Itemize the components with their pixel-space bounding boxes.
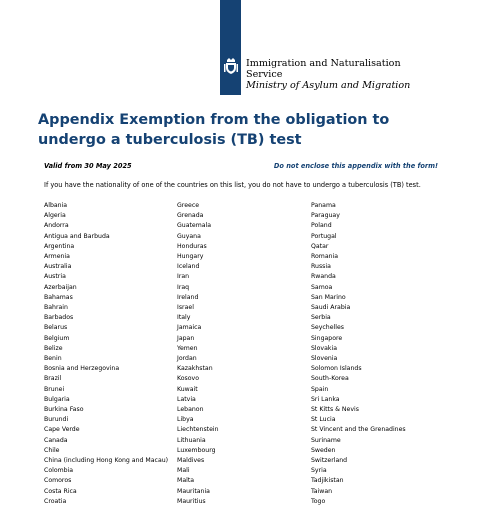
country-item: Jamaica [177, 324, 202, 332]
country-item: Belgium [44, 334, 70, 342]
country-item: Mali [177, 467, 190, 475]
country-item: Syria [311, 467, 327, 475]
country-item: St Lucia [311, 416, 336, 424]
country-item: Bahamas [44, 293, 73, 301]
country-item: Jordan [177, 355, 197, 363]
country-item: Luxembourg [177, 446, 216, 454]
country-item: Comoros [44, 477, 72, 485]
country-item: Maldives [177, 457, 205, 465]
country-item: Lebanon [177, 406, 204, 414]
country-item: Grenada [177, 212, 204, 220]
country-item: Sri Lanka [311, 395, 340, 403]
country-item: Spain [311, 385, 329, 393]
country-item: Guyana [177, 232, 201, 240]
country-item: Kosovo [177, 375, 199, 383]
country-item: Saudi Arabia [311, 304, 351, 312]
country-item: Barbados [44, 314, 74, 322]
country-item: Lithuania [177, 436, 206, 444]
country-item: Liechtenstein [177, 426, 219, 434]
country-item: Slovenia [311, 355, 338, 363]
country-item: Bahrain [44, 304, 68, 312]
country-item: Armenia [44, 253, 70, 261]
country-item: Costa Rica [44, 487, 77, 495]
country-item: Iceland [177, 263, 200, 271]
country-item: Croatia [44, 497, 67, 505]
country-item: Belarus [44, 324, 68, 332]
country-item: Suriname [311, 436, 341, 444]
country-item: Taiwan [311, 487, 333, 495]
country-item: St Kitts & Nevis [311, 406, 359, 414]
country-item: Switzerland [311, 457, 348, 465]
country-item: Romania [311, 253, 339, 261]
country-item: Slovakia [311, 344, 337, 352]
country-item: Belize [44, 344, 63, 352]
ministry-name: Ministry of Asylum and Migration [246, 80, 411, 91]
country-item: Hungary [177, 253, 204, 261]
country-item: Ireland [177, 293, 199, 301]
country-item: Qatar [311, 242, 329, 250]
country-item: Austria [44, 273, 66, 281]
country-item: Russia [311, 263, 331, 271]
org-line-2: Service [246, 69, 283, 80]
country-item: Kuwait [177, 385, 198, 393]
country-item: Burundi [44, 416, 69, 424]
country-item: Sweden [311, 446, 336, 454]
country-item: Benin [44, 355, 62, 363]
country-column-2 [177, 201, 219, 507]
country-item: Bosnia and Herzegovina [44, 365, 120, 373]
country-item: Italy [177, 314, 191, 322]
country-item: Guatemala [177, 222, 212, 230]
country-item: Panama [311, 202, 336, 209]
country-item: Serbia [311, 314, 331, 322]
country-item: Yemen [177, 344, 198, 352]
country-item: Iraq [177, 283, 190, 291]
country-item: Kazakhstan [177, 365, 213, 373]
coat-of-arms-icon [224, 58, 238, 74]
intro-text: If you have the nationality of one of the countries on this list, you do not have to undergo a tuberculosis (TB) test. [44, 181, 421, 189]
country-item: Greece [177, 202, 200, 209]
country-item: Algeria [44, 212, 66, 220]
country-item: Singapore [311, 334, 343, 342]
country-item: Libya [177, 416, 194, 424]
country-item: Seychelles [311, 324, 344, 332]
country-item: Israel [177, 304, 194, 312]
country-item: Cape Verde [44, 426, 80, 434]
country-item: Mauritius [177, 497, 206, 505]
organisation-name [246, 58, 410, 91]
country-item: Andorra [44, 222, 69, 230]
country-item: South-Korea [311, 375, 349, 383]
country-item: Argentina [44, 242, 75, 250]
do-not-enclose-notice: Do not enclose this appendix with the form! [273, 162, 438, 170]
country-item: Colombia [44, 467, 74, 475]
country-item: Malta [177, 477, 195, 485]
country-item: Portugal [311, 232, 337, 240]
country-item: Solomon Islands [311, 365, 362, 373]
country-item: Burkina Faso [44, 406, 84, 414]
country-item: Honduras [177, 242, 207, 250]
country-item: Poland [311, 222, 332, 230]
country-item: Paraguay [311, 212, 340, 220]
country-item: Tadjikistan [311, 477, 344, 485]
country-item: Albania [44, 202, 68, 209]
country-item: Rwanda [311, 273, 336, 281]
country-item: Canada [44, 436, 68, 444]
country-item: Iran [177, 273, 190, 281]
country-item: Bulgaria [44, 395, 70, 403]
country-item: Australia [44, 263, 72, 271]
country-item: Chile [44, 446, 60, 454]
country-item: St Vincent and the Grenadines [311, 426, 406, 434]
country-item: Antigua and Barbuda [44, 232, 110, 240]
country-column-1 [44, 201, 168, 507]
country-item: China (including Hong Kong and Macau) [44, 457, 169, 465]
country-item: Latvia [177, 395, 196, 403]
org-line-1: Immigration and Naturalisation [246, 58, 401, 69]
country-item: Azerbaijan [44, 283, 77, 291]
country-item: Japan [177, 334, 195, 342]
country-column-3 [311, 201, 406, 507]
country-item: Brunei [44, 385, 65, 393]
country-item: Togo [311, 497, 326, 505]
country-item: Samoa [311, 283, 333, 291]
valid-from: Valid from 30 May 2025 [44, 162, 132, 170]
country-item: San Marino [311, 293, 346, 301]
page-title: Appendix Exemption from the obligation to undergo a tuberculosis (TB) test [38, 112, 390, 148]
country-item: Brazil [44, 375, 62, 383]
country-item: Mauritania [177, 487, 210, 495]
logo-bar [220, 0, 241, 95]
